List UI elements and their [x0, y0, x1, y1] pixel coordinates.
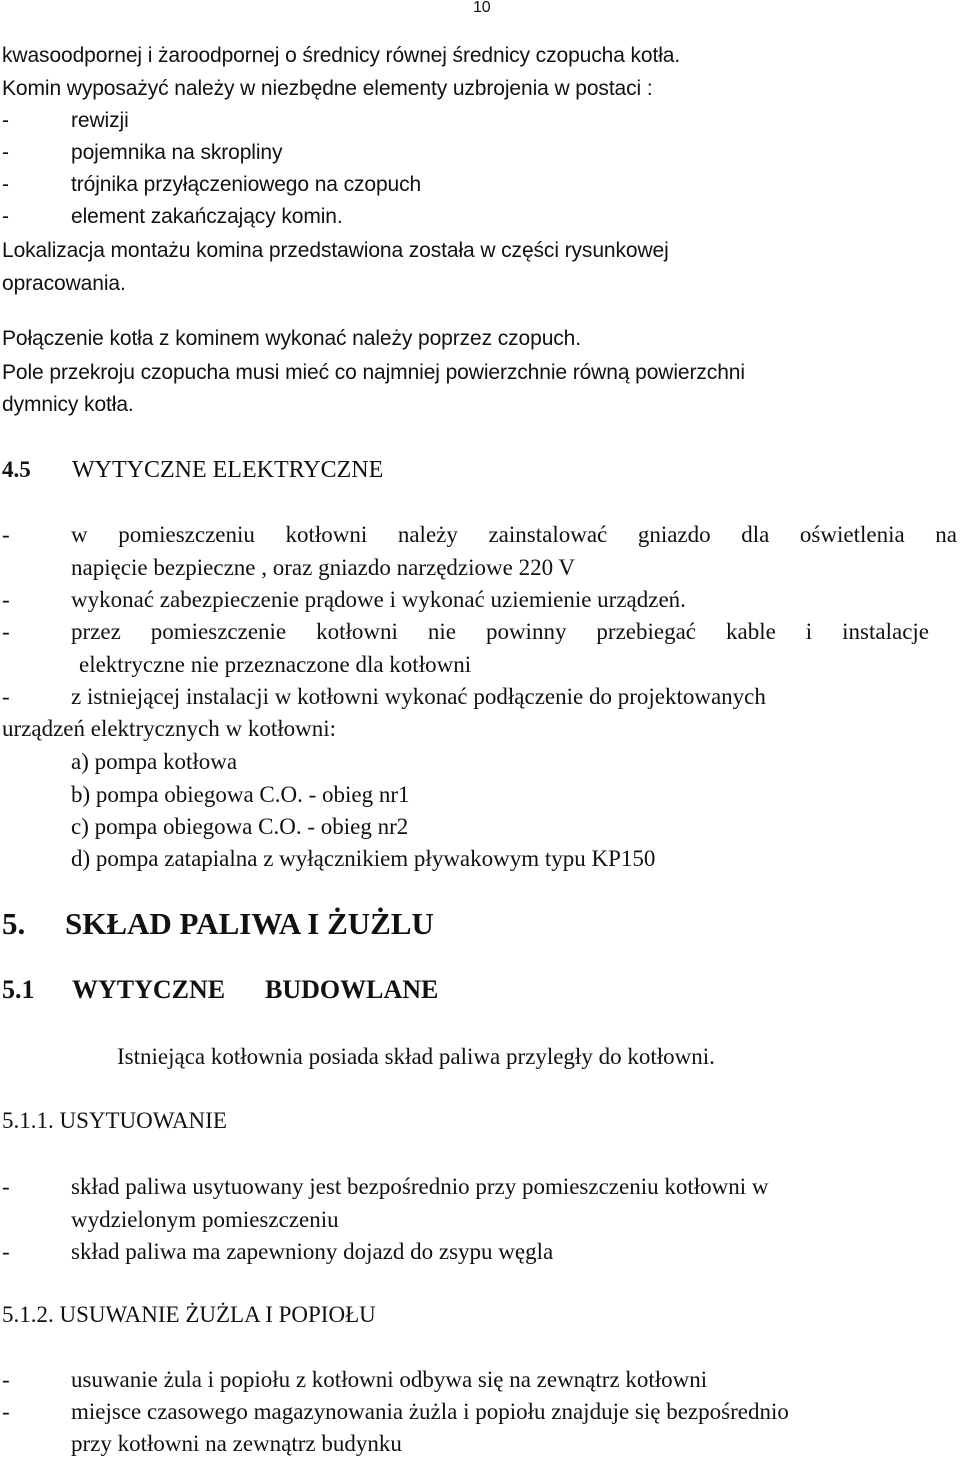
removal-bullet-1: usuwanie żula i popiołu z kotłowni odbywa się na zewnątrz kotłowni	[71, 1367, 708, 1392]
heading-number: 4.5	[2, 457, 31, 482]
electrical-bullet-1-line-1: w pomieszczeniu kotłowni należy zainstalować gniazdo dla oświetlenia na	[71, 522, 957, 547]
list-dash: -	[2, 684, 10, 709]
pump-item: a) pompa kotłowa	[71, 749, 238, 774]
section-5-1-2-heading: 5.1.2. USUWANIE ŻUŻLA I POPIOŁU	[2, 1302, 376, 1327]
section-5-1-1-heading: 5.1.1. USYTUOWANIE	[2, 1108, 227, 1133]
removal-bullet-2-line-2: przy kotłowni na zewnątrz budynku	[71, 1431, 402, 1456]
list-dash: -	[2, 1239, 10, 1264]
list-dash: -	[2, 619, 10, 644]
electrical-bullet-3-line-1: przez pomieszczenie kotłowni nie powinny przebiegać kable i instalacje	[71, 619, 929, 644]
section-5-1-title-b: BUDOWLANE	[265, 975, 439, 1004]
page-number: 10	[473, 0, 491, 16]
section-line-2: dymnicy kotła.	[2, 393, 134, 416]
list-dash: -	[2, 1399, 10, 1424]
list-dash: -	[2, 205, 9, 228]
section-5-intro: Istniejąca kotłownia posiada skład paliwa przyległy do kotłowni.	[117, 1044, 715, 1069]
list-dash: -	[2, 522, 10, 547]
list-item: pojemnika na skropliny	[71, 141, 283, 164]
section-5-title: SKŁAD PALIWA I ŻUŻLU	[65, 906, 434, 941]
list-item: rewizji	[71, 109, 129, 132]
electrical-bullet-4-line-2: urządzeń elektrycznych w kotłowni:	[2, 716, 337, 741]
electrical-bullet-2: wykonać zabezpieczenie prądowe i wykonać uziemienie urządzeń.	[71, 587, 686, 612]
pump-item: c) pompa obiegowa C.O. - obieg nr2	[71, 814, 409, 839]
list-item: element zakańczający komin.	[71, 205, 343, 228]
electrical-bullet-4-line-1: z istniejącej instalacji w kotłowni wykonać podłączenie do projektowanych	[71, 684, 766, 709]
electrical-bullet-1-line-2: napięcie bezpieczne , oraz gniazdo narzędziowe 220 V	[71, 555, 576, 580]
list-dash: -	[2, 173, 9, 196]
pump-item: d) pompa zatapialna z wyłącznikiem pływakowym typu KP150	[71, 846, 656, 871]
connection-text: Połączenie kotła z kominem wykonać należy poprzez czopuch.	[2, 327, 581, 350]
list-dash: -	[2, 587, 10, 612]
list-item: trójnika przyłączeniowego na czopuch	[71, 173, 422, 196]
placement-bullet-2: skład paliwa ma zapewniony dojazd do zsypu węgla	[71, 1239, 554, 1264]
placement-bullet-1-line-2: wydzielonym pomieszczeniu	[71, 1207, 339, 1232]
location-line-1: Lokalizacja montażu komina przedstawiona została w części rysunkowej	[2, 239, 669, 262]
list-dash: -	[2, 1174, 10, 1199]
section-5-1-number: 5.1	[2, 975, 35, 1004]
section-line-1: Pole przekroju czopucha musi mieć co najmniej powierzchnie równą powierzchni	[2, 361, 745, 384]
chimney-line-2: Komin wyposażyć należy w niezbędne elementy uzbrojenia w postaci :	[2, 77, 653, 100]
removal-bullet-2-line-1: miejsce czasowego magazynowania żużla i popiołu znajduje się bezpośrednio	[71, 1399, 789, 1424]
heading-electrical: WYTYCZNE ELEKTRYCZNE	[72, 457, 384, 483]
list-dash: -	[2, 109, 9, 132]
pump-item: b) pompa obiegowa C.O. - obieg nr1	[71, 782, 410, 807]
placement-bullet-1-line-1: skład paliwa usytuowany jest bezpośrednio przy pomieszczeniu kotłowni w	[71, 1174, 769, 1199]
chimney-line-1: kwasoodpornej i żaroodpornej o średnicy równej średnicy czopucha kotła.	[2, 44, 681, 67]
list-dash: -	[2, 141, 9, 164]
list-dash: -	[2, 1367, 10, 1392]
location-line-2: opracowania.	[2, 272, 126, 295]
electrical-bullet-3-line-2: elektryczne nie przeznaczone dla kotłowni	[79, 652, 472, 677]
section-5-1-title-a: WYTYCZNE	[72, 975, 226, 1004]
section-5-number: 5.	[2, 906, 26, 941]
